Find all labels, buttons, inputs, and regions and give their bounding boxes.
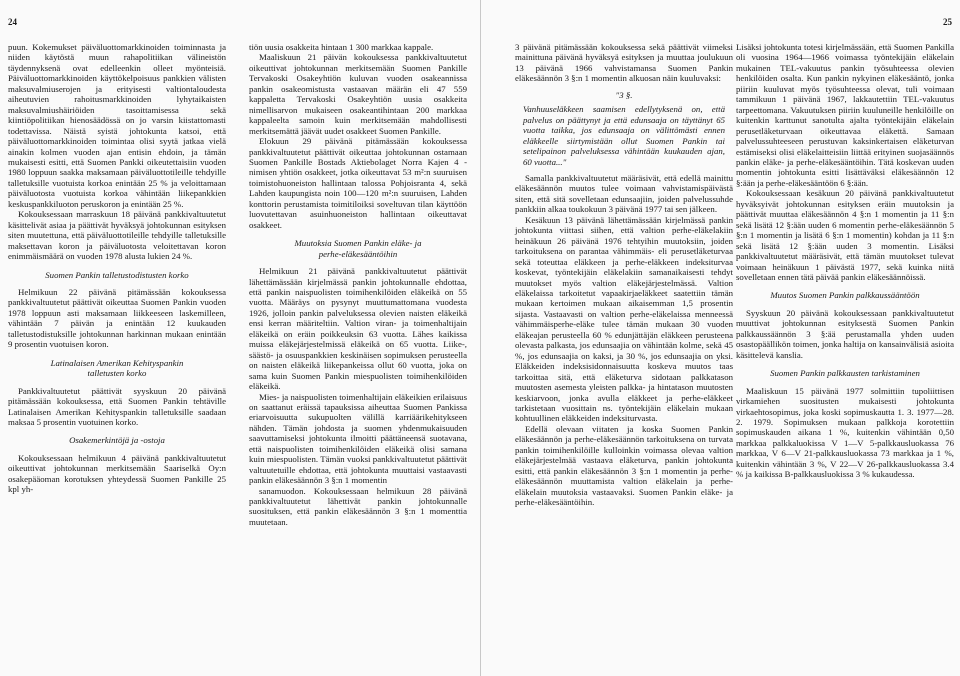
section-heading: Suomen Pankin talletustodistusten korko <box>45 269 189 280</box>
paragraph: Kokouksessaan kesäkuun 20 päivänä pankkivaltuutetut hyväksyivät johtokunnan esityksen eräin muutoksin ja päättivät muuttaa eläkesäännön 4 §:n 1 momentin ja 11 §:n sekä lisätä 12 §:ään uuden 6 momentin perhe-eläkesäännön 5 §:n 1 momentin ja lisätä 6 §:n 1 momentin) kohdan ja 11 §:n sekä lisätä 12 §:ään uuden 3 momentin. Lisäksi pankkivaltuutetut määräsivät, että tämän muutokset tulevat voimaan heinäkuun 1 päivästä 1977, sekä kuinka niitä sovelletaan ennen tätä päivää pankin eläkesäännöissä. <box>736 188 954 282</box>
paragraph: puun. Kokemukset päiväluottomarkkinoiden toiminnasta ja niiden käytöstä muun rahapolitiikan välineistön täydennyksenä ovat edelleenkin olleet myönteisiä. Päiväluottomarkkinoiden käyttökelpoisuus pankkien välisten maksuvalmiuserojen ja erityisesti valtiontaloudesta aiheutuvien rahoitusmarkkinoiden lyhytaikaisten maksuvalmiushäiriöiden tasoittamisessa sekä kiintiöpolitiikan hienosäädössä on jo varsin kiistattomasti todettavissa. Näistä syistä johtokunta katsoi, että päiväluottomarkkinoiden toimintaa olisi syytä jatkaa vielä ainakin kolmen vuoden ajan entisin ehdoin, ja tämän mukaisesti esitti, että Suomen Pankki oikeutettaisiin vuoden 1980 loppuun saakka maksamaan päiväluottotileille tehdyille talletuksille vuotuista korkoa enintään 25 % ja veloittamaan päiväluotosta vuotuista korkoa vähintään liikepankkien keskuspankkiluoton peruskoron ja enintään 25 %. <box>8 42 226 209</box>
text-column-4 <box>736 42 954 480</box>
section-heading <box>249 238 467 259</box>
paragraph: Maaliskuun 21 päivän kokouksessa pankkivaltuutetut oikeuttivat johtokunnan merkitsemään Suomen Pankille Tervakoski Osakeyhtiön kuluvan vuoden osakeannissa pankin osakeomistusta vastaavan määrän eli 47 559 kappaletta Tervakoski Osakeyhtiön uusia osakkeita nimellisarvon mukaiseen osakeantihintaan 200 markkaa kappaleelta samoin kuin merkitsemään mahdollisesti merkitsemättä jäävät uudet osakkeet Suomen Pankille. <box>249 52 467 136</box>
page-right <box>481 0 960 676</box>
paragraph: Kokouksessaan helmikuun 4 päivänä pankkivaltuutetut oikeuttivat johtokunnan merkitsemään Saariselkä Oy:n osakepääoman korotuksen yhteydessä Suomen Pankille 25 kpl yh- <box>8 452 226 495</box>
page-number: 24 <box>8 17 17 27</box>
quote-text: Vanhuuseläkkeen saamisen edellytyksenä on, että palvelus on päättynyt ja että edunsaaja on täyttänyt 65 vuotta taikka, jos edunsaaja on välittömästi ennen eläkkeelle siirtymistään ollut Suomen Pankin tai setelipainon palveluksessa vähintään kuukauden ajan, 60 vuotta..." <box>523 104 725 167</box>
paragraph: sanamuodon. Kokouksessaan helmikuun 28 päivänä pankkivaltuutetut lähettivät pankin johtokunnalle suosituksen, että pankin eläkesäännön 3 §:n 1 momenttia muutetaan. <box>249 485 467 527</box>
section-heading: Suomen Pankin palkkausten tarkistaminen <box>770 368 920 379</box>
paragraph: Maaliskuun 15 päivänä 1977 solmittiin tupoliittisen virkamiehen suositusten mukaisesti johtokunta virkaehtosopimus, joka koski sopimuskautta 1. 3. 1977—28. 2. 1979. Sopimuksen mukaan palkkoja korotettiin sopimuskauden aikana 1 %, kuitenkin vähintään 0,50 markkaa palkkaluokissa V 1—V 5-palkkausluokassa 76 markkaa, V 6—V 21-palkkausluokassa 73 markkaa ja 1 %, kuitenkin vähintään 3 %, V 22—V 26-palkkausluokassa 3.4 % ja kaikissa B-palkkausluokissa 3 % kukaudessa. <box>736 385 954 480</box>
paragraph: tiön uusia osakkeita hintaan 1 300 markkaa kappale. <box>249 42 434 52</box>
paragraph: Lisäksi johtokunta totesi kirjelmässään, että Suomen Pankilla oli vuosina 1964—1966 voimassa työntekijäin eläkelain mukainen TEL-vakuutus pankin työsuhteessa olevien henkilöiden osalta. Kun pankin nykyinen eläkesääntö, jonka piiriin kuuluvat myös työsuhteessa olevat, tuli voimaan tammikuun 1 päivänä 1967, lakkautettiin TEL-vakuutus tarpeettomana. Vakuutuksen piiriin kuuluneille henkilöille on kuitenkin karttunut sanotulta ajalta työntekijäin eläkelain perusetläketurvaan oikeuttavaa eläkettä. Samaan palvelussuhteeseen perustuvan kaksinkertaisen eläketurvan estämiseksi olisi eläkelaitteisiin liittää erityinen suojasäännös pankin eläke- ja perhe-eläkesääntöihin. Tätä koskevan uuden momentin johtokunta esitti lisättäväksi eläkesäännön 12 §:ään ja perhe-eläkesääntöön 6 §:ään. <box>736 42 954 188</box>
paragraph: Kokouksessaan marraskuun 18 päivänä pankkivaltuutetut käsittelivät asiaa ja päättivät hyväksyä johtokunnan esityksen siten muutettuna, että päiväluottotileille tehdyille talletuksille maksettavan koron ja päiväluotosta veloitettavan koron enimmäismäärä on vuoden 1978 alusta lukien 24 %. <box>8 209 226 262</box>
section-heading <box>8 358 226 379</box>
section-heading: Osakemerkintöjä ja -ostoja <box>69 435 165 446</box>
paragraph: 3 päivänä pitämässään kokouksessa sekä päättivät viimeksi mainittuna päivänä hyväksyä esityksen ja muuttaa joulukuun 13 päivänä 1966 vahvistamansa Suomen Pankin eläkesäännön 3 §:n 1 momentin alkuosan näin kuuluvaksi: <box>515 42 733 84</box>
text-column-3 <box>515 42 733 507</box>
paragraph: Syyskuun 20 päivänä kokouksessaan pankkivaltuutetut muuttivat johtokunnan esityksestä Suomen Pankin palkkaussäännön 3 §:ää perustamalla yhden uuden osastopäällikön toimen, jonka haltija on kansainvälisiä asioita käsittelevä kanslia. <box>736 307 954 360</box>
page-number: 25 <box>943 17 952 27</box>
heading-line: talletusten korko <box>87 368 147 379</box>
paragraph: Samalla pankkivaltuutetut määräsivät, että edellä mainittu eläkesäännön muutos tulee voimaan vahvistamispäivästä siten, että sitä sovelletaan edunsaajiin, joiden palvelussuhde pankkiin alkaa toukokuun 3 päivänä 1977 tai sen jälkeen. <box>515 172 733 215</box>
text-column-2 <box>249 42 467 527</box>
paragraph: Kesäkuun 13 päivänä lähettämässään kirjelmässä pankin johtokunta viittasi siihen, että valtion perhe-eläkelakiin heinäkuun 26 päivänä 1976 tehtyihin muutoksiin, joiden tarkoituksena on parantaa vähimmäis- eli perusetläketurvaa sekä toteuttaa eläkkeen ja perhe-eläkkeen indeksiturvaa koskevat, työntekijäin eläkelakiin samanaikaisesti tehdyt muutokset myös valtion eläkejärjestelmässä. Valtion eläkelaissa tarkoitetut vapaakirjaeläkkeet saatettiin tämän mukaan kertoimen mukaan aikaisemman 1,5 prosentin sijasta. Vastaavasti on valtion perhe-eläkelaissa menneessä vähimmäisperhe-eläke tulee tämän mukaan 30 vuoden eläkeajan perusteella 60 % edunjättäjän eläkkeen perusteena olevasta palkasta, jos edunsaajia on vähintään kolme, sekä 45 %, jos edunsaajia on kaksi, ja 30 %, jos edunsaajia on yksi. Eläkkeiden indeksisidonnaisuutta koskeva muutos taas tarkoittaa sitä, että eläketurva sidotaan palkkatason muutosten asemesta yleisten palkka- ja hintatason muutosten keskiarvoon, jonka avulla eläkkeet ja perhe-eläkkeet tarkistetaan vuosittain ns. työntekijäin eläkelain mukaan kohtuullinen eläkkeiden indeksiturvasta. <box>515 214 733 424</box>
heading-line: Latinalaisen Amerikan Kehityspankin <box>50 357 184 368</box>
heading-line: perhe-eläkesääntöihin <box>318 248 398 259</box>
section-heading: Muutos Suomen Pankin palkkaussääntöön <box>770 290 920 301</box>
paragraph: Edellä olevaan viitaten ja koska Suomen Pankin eläkesäännön ja perhe-eläkesäännön tarkoituksena on turvata pankin toimihenkilöille kulloinkin voimassa olevaa valtion eläkejärjestelmää vastaava eläketurva, pankin johtokunta esitti, että pankin eläkesäännön 3 §:n 1 momentin ja perhe-eläkesäännön muuttamista valtion eläkelain ja perhe-eläkelain muutoksia vastaavaksi. Suomen Pankin eläke- ja perhe-eläkesääntöihin. <box>515 423 733 508</box>
text-column-1 <box>8 42 226 495</box>
quote-heading: "3 §. <box>615 89 633 100</box>
heading-line: Muutoksia Suomen Pankin eläke- ja <box>294 238 422 249</box>
paragraph: Helmikuun 21 päivänä pankkivaltuutetut päättivät lähettämässään kirjelmässä pankin johtokunnalle ehdottaa, että pankin naispuolisten toimihenkilöiden eläkeikä on 55 vuotta. Määräys on pysynyt muuttumattomana vuodesta 1926, jolloin pankin palveluksessa olevien naisten eläkeikä ensi kerran määriteltiin. Valtion viran- ja toimenhaltijain eläkeikä on eräin poikkeuksin 63 vuotta. Lähes kaikissa muissa eläkejärjestelmissä eläkeikä on 65 vuotta. Liike-, säästö- ja osuuspankkien keskinäisen sopimuksen perusteella on naisten eläkeikä liikepankeissa ollut 60 vuotta, joka on sama kuin Suomen Pankin miespuolisten toimihenkilöiden eläkeikä. <box>249 266 467 392</box>
paragraph: Elokuun 29 päivänä pitämässään kokouksessa pankkivaltuutetut päättivät oikeuttaa johtokunnan ostamaan Suomen Pankille Bostads Aktiebolaget Norra Kajen 4 -nimisen yhtiön osakkeet, jotka oikeuttavat 53 m²:n suuruisen toimistohuoneiston hallintaan talossa Pohjoisranta 4, sekä Lahden kaupungista noin 100—120 m²:n suuruisen, Lahden konttorin perustamista toimitiloiksi soveltuvan tilan käyttöön luovutettavan asuinhuoneiston hallintaan oikeuttavat osakkeet. <box>249 136 467 230</box>
paragraph: Helmikuun 22 päivänä pitämässään kokouksessa pankkivaltuutetut päättivät oikeuttaa Suomen Pankin vuoden 1978 loppuun asti maksamaan liikkeeseen laskemilleen, vähintään 7 päivän ja enintään 12 kuukauden talletustodistuksille johtokunnan harkinnan mukaan enintään 9 prosentin vuotuisen koron. <box>8 286 226 350</box>
paragraph: Pankkivaltuutetut päättivät syyskuun 20 päivänä pitämässään kokouksessa, että Suomen Pankin tehtäville Latinalaisen Amerikan Kehityspankin talletuksille saadaan maksaa 5 prosentin vuotuinen korko. <box>8 385 226 427</box>
paragraph: Mies- ja naispuolisten toimenhaltijain eläkeikien erilaisuus on saattanut eräissä tapauksissa aiheuttaa Suomen Pankissa eriarvoisuutta sukupuolten välillä karriäärikehitykseen nähden. Tämän johdosta ja suomen yhdenmukaisuuden saavuttamiseksi johtokunta ilmoitti päättäneensä suotavana, että naispuolisten toimihenkilöiden eläkeikä olisi samana kuin miespuolisten. Tämän vuoksi pankkivaltuutetut päättivät valtuutetuille ehdottaa, että johtokunta muuttaisi vastaavasti pankin eläkesäännön 3 §:n 1 momentin <box>249 391 467 486</box>
